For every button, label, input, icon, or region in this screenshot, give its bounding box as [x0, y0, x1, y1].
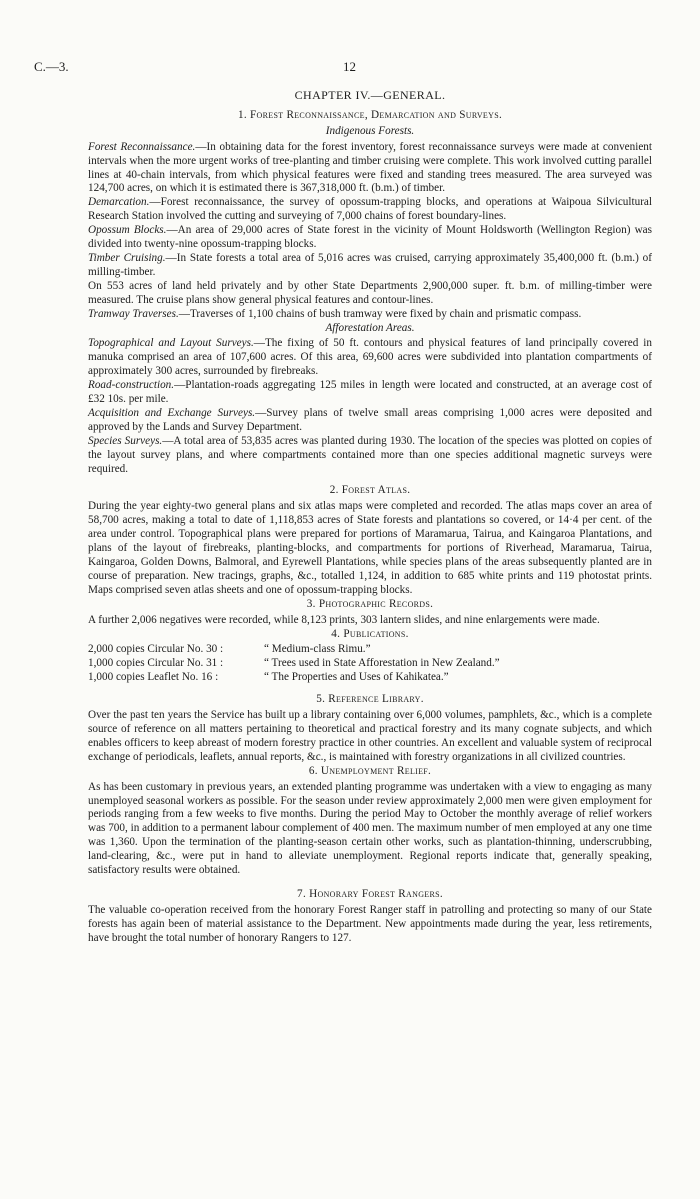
publications-list	[88, 643, 652, 685]
paragraph	[88, 337, 652, 379]
paragraph	[88, 252, 652, 280]
list-item	[88, 671, 652, 685]
paragraph-lead: Topographical and Layout Surveys.	[88, 337, 254, 350]
paragraph: As has been customary in previous years, an extended planting programme was undertaken with a view to engaging as many unemployed seasonal workers as possible. For the season under review approximately 2,000 men were given employment for periods ranging from a few weeks to five months. During the period May to October the monthly average of relief workers was 700, in addition to a permanent labour complement of 400 men. The maximum number of men employed at any one time was 1,360. Upon the termination of the planting-season certain other works, such as plantation-thinning, underscrubbing, land-clearing, &c., were put in hand to alleviate unemployment. Regional reports indicate that, generally speaking, satisfactory results were obtained.	[88, 780, 652, 877]
paragraph: On 553 acres of land held privately and by other State Departments 2,900,000 super. ft. b.m. of milling-timber were measured. The cruise plans show general physical features and contour-lines.	[88, 279, 652, 306]
publication-title: “ Medium-class Rimu.”	[264, 643, 371, 656]
paragraph-lead: Forest Reconnaissance.	[88, 140, 196, 153]
paragraph-text: —Survey plans of twelve small areas comprising 1,000 acres were deposited and approved by the Lands and Survey Department.	[88, 406, 652, 433]
paragraph-text: —Plantation-roads aggregating 125 miles in length were located and constructed, at an average cost of £32 10s. per mile.	[88, 379, 652, 406]
section-heading: 4. Publications.	[331, 627, 409, 640]
publication-label: 1,000 copies Circular No. 31 :	[88, 657, 224, 670]
paragraph-lead: Timber Cruising.	[88, 251, 166, 264]
paragraph	[88, 379, 652, 407]
list-item	[88, 643, 652, 657]
publication-title: “ Trees used in State Afforestation in New Zealand.”	[264, 657, 500, 670]
paragraph: Over the past ten years the Service has built up a library containing over 6,000 volumes, pamphlets, &c., which is a complete source of reference on all matters pertaining to theoretical and practical forestry and its many cognate subjects, and which enables officers to keep abreast of modern forestry practice in other countries. An excellent and valuable system of reciprocal exchange of periodicals, leaflets, annual reports, &c., is maintained with forestry organizations in all civilized countries.	[88, 709, 652, 763]
paragraph-text: —The fixing of 50 ft. contours and physical features of land principally covered in manuka comprised an area of 107,600 acres. Of this area, 69,600 acres were subdivided into plantation compartments of approximately 300 acres, surrounded by firebreaks.	[88, 337, 652, 378]
publication-label: 2,000 copies Circular No. 30 :	[88, 643, 224, 656]
subheading: Afforestation Areas.	[325, 321, 415, 334]
paragraph-text: —An area of 29,000 acres of State forest in the vicinity of Mount Holdsworth (Wellington Region) was divided into twenty-nine opossum-trapping blocks.	[88, 224, 653, 251]
publication-label: 1,000 copies Leaflet No. 16 :	[88, 671, 219, 684]
paragraph-lead: Acquisition and Exchange Surveys.	[88, 406, 256, 419]
page-body	[88, 89, 652, 946]
paragraph: The valuable co-operation received from the honorary Forest Ranger staff in patrolling and protecting so many of our State forests has again been of material assistance to the Department. New appointments made during the year, less retirements, have brought the total number of honorary Rangers to 127.	[88, 903, 652, 944]
section-heading: 5. Reference Library.	[316, 693, 424, 706]
paragraph	[88, 224, 652, 252]
paragraph-text: —Forest reconnaissance, the survey of opossum-trapping blocks, and operations at Waipoua Silvicultural Research Station involved the cutting and surveying of 7,000 chains of forest boundary-lines.	[88, 196, 652, 223]
paragraph-text: —In State forests a total area of 5,016 acres was cruised, carrying approximately 35,400,000 ft. (b.m.) of milling-timber.	[88, 251, 652, 278]
paragraph: A further 2,006 negatives were recorded, while 8,123 prints, 303 lantern slides, and nine enlargements were made.	[88, 613, 600, 626]
paragraph-lead: Opossum Blocks.	[88, 224, 167, 237]
report-code: C.—3.	[34, 59, 69, 74]
list-item	[88, 657, 652, 671]
section-heading: 6. Unemployment Relief.	[308, 764, 432, 777]
paragraph: During the year eighty-two general plans and six atlas maps were completed and recorded. The atlas maps cover an area of 58,700 acres, making a total to date of 1,118,853 acres of State forests and plantations so covered, or 14·4 per cent. of the area under control. Topographical plans were prepared for portions of Maramarua, Tairua, and Kaingaroa Plantations, and plans of the layout of firebreaks, planting-blocks, and compartments for portions of Riverhead, Maramarua, Tairua, Kaingaroa, Golden Downs, Balmoral, and Eyrewell Plantations, while species plans of the areas subsequently planted are in course of preparation. New tracings, graphs, &c., totalled 1,124, in addition to 685 white prints and 119 photostat prints. Maps comprised seven atlas sheets and one of opossum-trapping blocks.	[88, 500, 652, 596]
section-heading: 2. Forest Atlas.	[329, 484, 411, 497]
section-heading: 7. Honorary Forest Rangers.	[297, 887, 443, 900]
paragraph	[88, 141, 652, 197]
paragraph	[88, 308, 652, 322]
paragraph-lead: Demarcation.	[88, 196, 150, 209]
publication-title: “ The Properties and Uses of Kahikatea.”	[264, 671, 449, 684]
paragraph	[88, 196, 652, 224]
section-heading: 3. Photographic Records.	[306, 597, 434, 610]
subheading: Indigenous Forests.	[325, 124, 415, 137]
chapter-title: CHAPTER IV.—GENERAL.	[294, 88, 446, 102]
section-heading: 1. Forest Reconnaissance, Demarcation and Surveys.	[237, 108, 503, 121]
paragraph	[88, 435, 652, 477]
paragraph-text: —In obtaining data for the forest inventory, forest reconnaissance surveys were made at convenient intervals when the more urgent works of tree-planting and timber cruising were complete. This work involved cutting parallel lines at 40-chain intervals, from which physical features were fixed and standing trees measured. The area surveyed was 124,700 acres, on which it is estimated there is 367,318,000 ft. (b.m.) of timber.	[88, 140, 653, 195]
paragraph-lead: Road-construction.	[88, 379, 175, 392]
paragraph-lead: Species Surveys.	[88, 434, 163, 447]
paragraph-text: —Traverses of 1,100 chains of bush tramway were fixed by chain and prismatic compass.	[178, 307, 582, 320]
paragraph-lead: Tramway Traverses.	[88, 307, 179, 320]
paragraph	[88, 407, 652, 435]
page-number: 12	[343, 59, 356, 74]
paragraph-text: —A total area of 53,835 acres was planted during 1930. The location of the species was plotted on copies of the layout survey plans, and where compartments contained more than one species additional magnetic surveys were required.	[88, 434, 652, 475]
